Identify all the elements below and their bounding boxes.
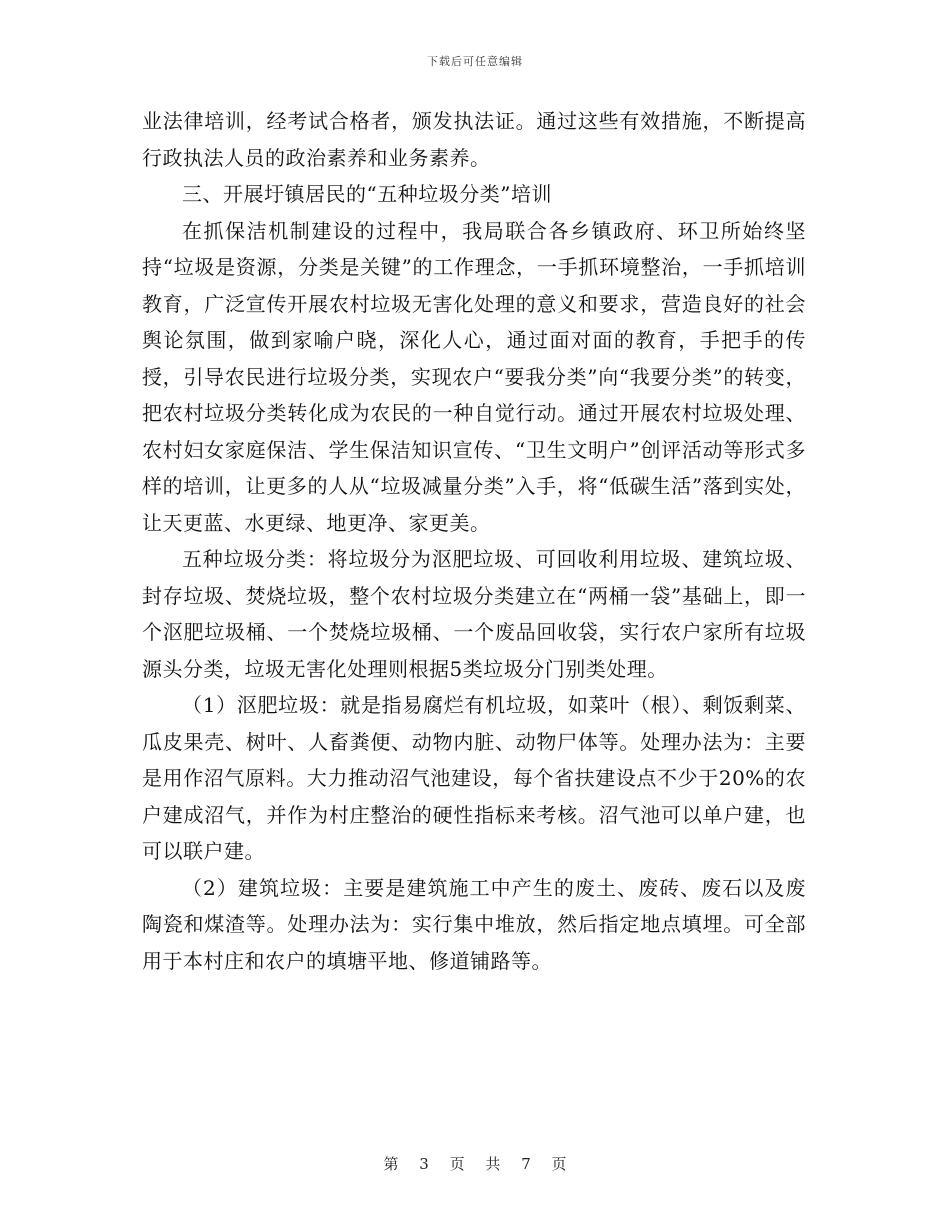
section-heading: 三、开展圩镇居民的“五种垃圾分类”培训 — [182, 182, 552, 206]
footer-current-page: 3 — [419, 1155, 429, 1173]
document-body — [142, 103, 806, 979]
footer-page-label: 页 — [449, 1155, 465, 1173]
page-footer — [0, 1153, 950, 1174]
paragraph-4: （1）沤肥垃圾：就是指易腐烂有机垃圾，如菜叶（根）、剩饭剩菜、瓜皮果壳、树叶、人畜粪便、动物内脏、动物尸体等。处理办法为：主要是用作沼气原料。大力推动沼气池建设，每个省扶建设点不少于20%的农户建成沼气，并作为村庄整治的硬性指标来考核。沼气池可以单户建，也可以联户建。 — [142, 693, 806, 863]
paragraph-3: 五种垃圾分类：将垃圾分为沤肥垃圾、可回收利用垃圾、建筑垃圾、封存垃圾、焚烧垃圾，整个农村垃圾分类建立在“两桶一袋”基础上，即一个沤肥垃圾桶、一个焚烧垃圾桶、一个废品回收袋，实行农户家所有垃圾源头分类，垃圾无害化处理则根据5类垃圾分门别类处理。 — [142, 547, 806, 681]
footer-suffix: 页 — [551, 1155, 567, 1173]
footer-total-label: 共 — [485, 1155, 501, 1173]
paragraph-2: 在抓保洁机制建设的过程中，我局联合各乡镇政府、环卫所始终坚持“垃圾是资源，分类是关键”的工作理念，一手抓环境整治，一手抓培训教育，广泛宣传开展农村垃圾无害化处理的意义和要求，营造良好的社会舆论氛围，做到家喻户晓，深化人心，通过面对面的教育，手把手的传授，引导农民进行垃圾分类，实现农户“要我分类”向“我要分类”的转变，把农村垃圾分类转化成为农民的一种自觉行动。通过开展农村垃圾处理、农村妇女家庭保洁、学生保洁知识宣传、“卫生文明户”创评活动等形式多样的培训，让更多的人从“垃圾减量分类”入手，将“低碳生活”落到实处，让天更蓝、水更绿、地更净、家更美。 — [142, 218, 806, 535]
footer-total-pages: 7 — [521, 1155, 531, 1173]
paragraph-5: （2）建筑垃圾：主要是建筑施工中产生的废土、废砖、废石以及废陶瓷和煤渣等。处理办法为：实行集中堆放，然后指定地点填埋。可全部用于本村庄和农户的填塘平地、修道铺路等。 — [142, 875, 806, 973]
page-header-note: 下载后可任意编辑 — [427, 55, 523, 68]
footer-prefix: 第 — [383, 1155, 399, 1173]
paragraph-1: 业法律培训，经考试合格者，颁发执法证。通过这些有效措施，不断提高行政执法人员的政治素养和业务素养。 — [142, 109, 806, 170]
